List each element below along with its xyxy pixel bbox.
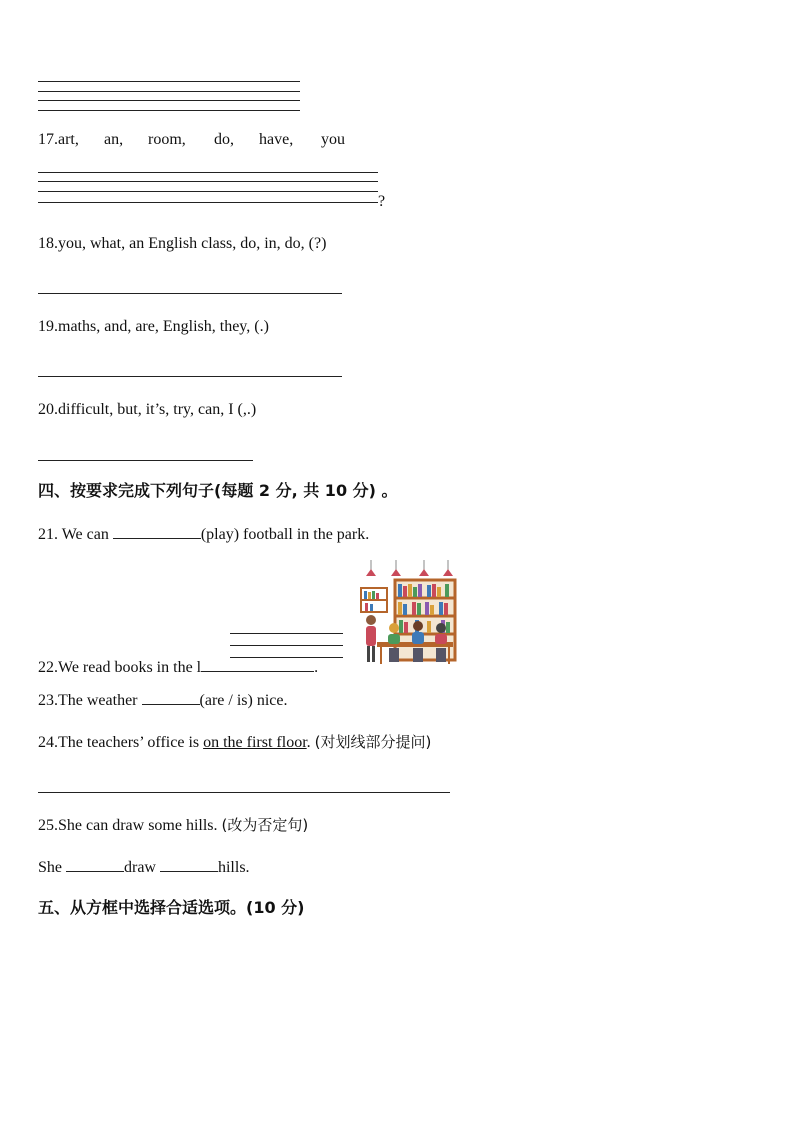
answer-line[interactable]	[230, 645, 343, 646]
question-mark: ?	[378, 193, 386, 210]
answer-line[interactable]	[38, 376, 342, 377]
question-25	[38, 815, 308, 836]
fill-blank[interactable]	[160, 857, 218, 872]
question-17	[38, 130, 345, 150]
instruction: (对划线部分提问)	[314, 733, 432, 751]
question-19	[38, 317, 269, 337]
answer-line[interactable]	[38, 460, 253, 461]
fill-blank[interactable]	[113, 524, 201, 539]
question-text: you, what, an English class, do, in, do, (?)	[58, 235, 327, 252]
answer-line	[38, 202, 378, 203]
question-25-answer: She draw hills.	[38, 859, 250, 876]
section-4-title: 四、按要求完成下列句子(每题 2 分, 共 10 分) 。	[38, 481, 398, 500]
question-24: 24.The teachers’ office is on the first floor. (对划线部分提问)	[38, 733, 432, 751]
answer-line	[38, 100, 300, 101]
question-number: 20.	[38, 401, 58, 418]
question-number: 23.	[38, 692, 58, 709]
word: an,	[104, 131, 124, 148]
question-number: 18.	[38, 235, 58, 252]
word: art,	[58, 131, 79, 148]
question-23: 23.The weather (are / is) nice.	[38, 692, 288, 709]
answer-line[interactable]	[38, 792, 450, 793]
question-number: 19.	[38, 318, 58, 335]
answer-line	[38, 81, 300, 82]
question-number: 25.	[38, 817, 58, 834]
answer-line[interactable]	[230, 633, 343, 634]
answer-line	[38, 110, 300, 111]
question-number: 24.	[38, 734, 58, 751]
word: room,	[148, 131, 186, 148]
answer-line	[38, 181, 378, 182]
answer-line[interactable]	[38, 293, 342, 294]
answer-line	[38, 91, 300, 92]
question-number: 17.	[38, 131, 58, 148]
fill-blank[interactable]	[66, 857, 124, 872]
library-bookshelf-icon	[357, 560, 459, 666]
question-text: We read books in the l	[58, 659, 202, 676]
word: have,	[259, 131, 294, 148]
question-text: She can draw some hills.	[58, 817, 222, 834]
question-text: maths, and, are, English, they, (.)	[58, 318, 269, 335]
underlined-phrase: on the first floor	[203, 734, 307, 751]
fill-blank[interactable]	[142, 690, 200, 705]
answer-line	[38, 191, 378, 192]
question-21: 21. We can (play) football in the park.	[38, 526, 370, 543]
word: do,	[214, 131, 234, 148]
answer-line	[38, 172, 378, 173]
instruction: (改为否定句)	[221, 816, 309, 834]
question-18	[38, 234, 326, 254]
fill-blank[interactable]	[201, 657, 314, 672]
question-20	[38, 400, 256, 420]
word: you	[321, 131, 345, 148]
question-text: difficult, but, it’s, try, can, I (,.)	[58, 401, 257, 418]
question-22: 22.We read books in the l .	[38, 659, 319, 676]
question-number: 22.	[38, 659, 58, 676]
section-5-title: 五、从方框中选择合适选项。(10 分)	[38, 898, 305, 917]
question-number: 21.	[38, 526, 58, 543]
